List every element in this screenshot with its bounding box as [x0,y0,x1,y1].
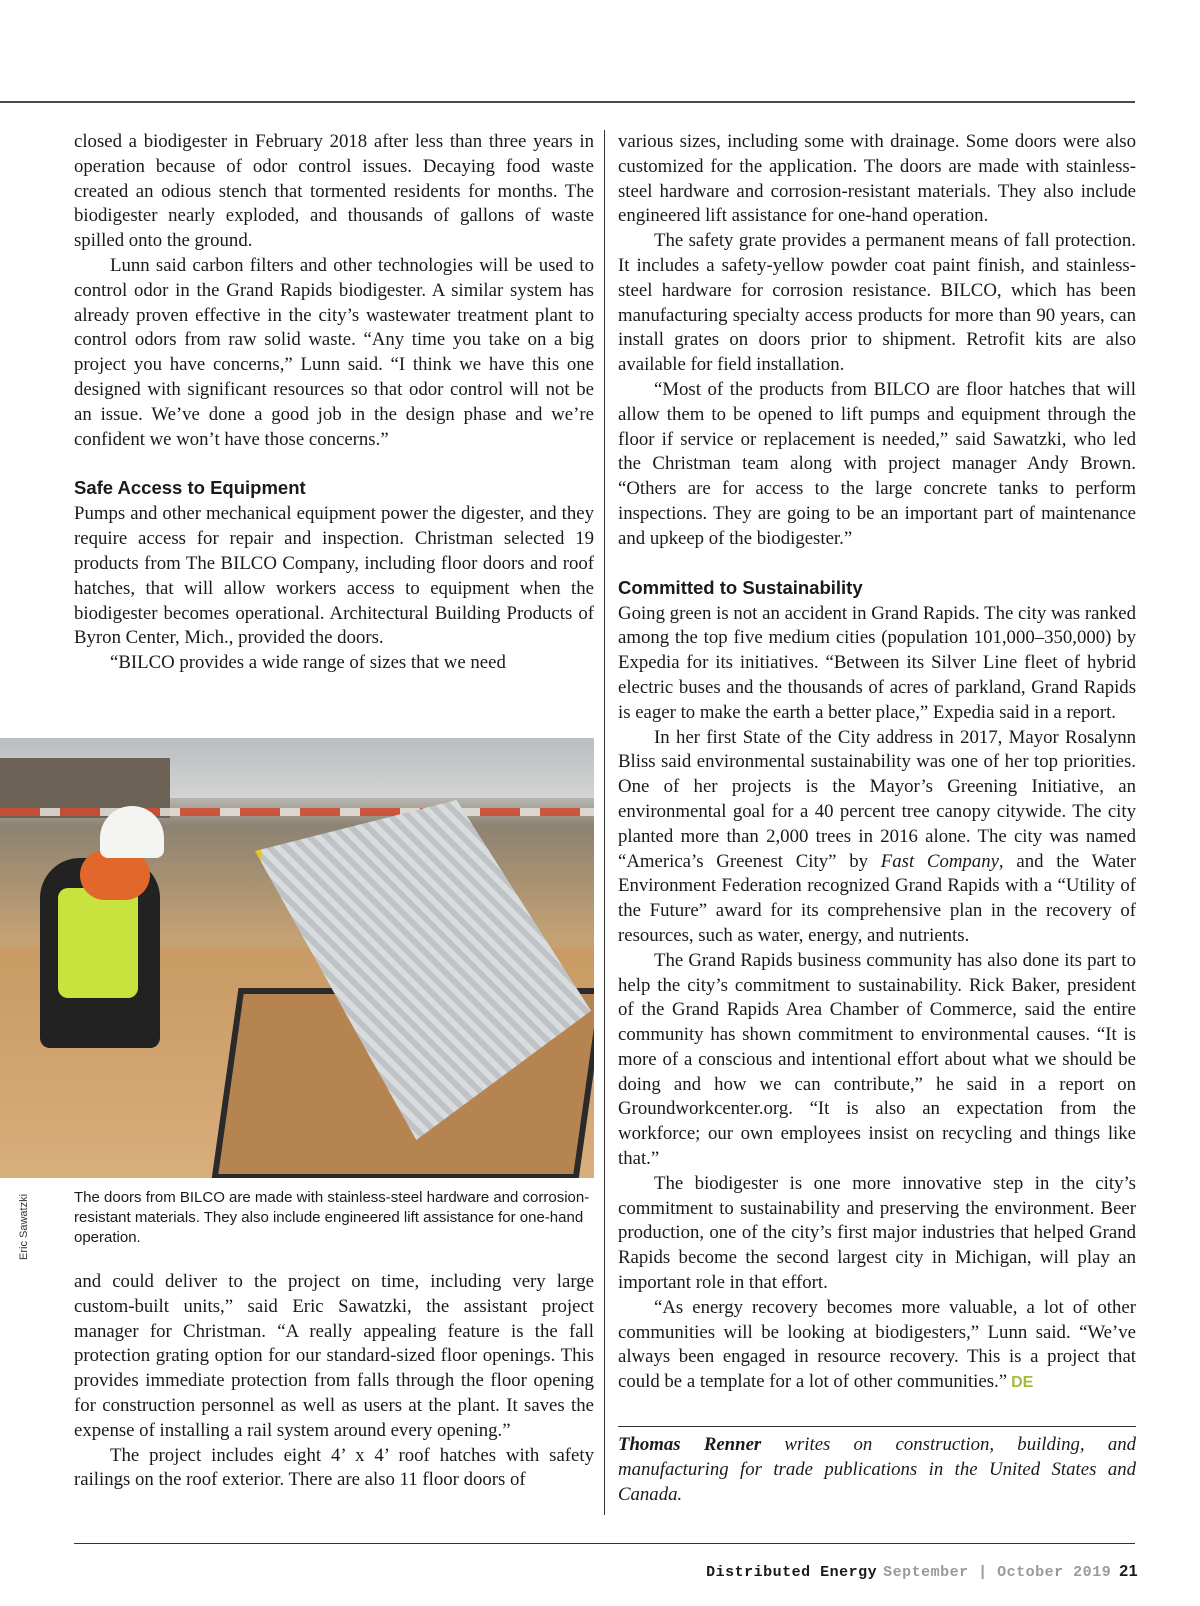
text-run: “As energy recovery becomes more valuable, a lot of other communities will be looking at biodigesters,” Lunn said. “We’ve always been engaged in resource recovery. This is a project that could be a template for a lot of other communities.” [618,1296,1136,1393]
body-paragraph: The Grand Rapids business community has also done its part to help the city’s commitment to sustainability. Rick Baker, president of the Grand Rapids Area Chamber of Commerce, said the entire community has shown commitment to environmental causes. “It is more of a conscious and intentional effort about what we should be doing and how we can contribute,” he said in a report on Groundworkcenter.org. “It is also an expectation from the workforce; our own employees insist on recycling and things like that.” [618,949,1136,1170]
publication-name: Fast Company [880,850,999,872]
author-bio-text: writes on construction, building, and manufacturing for trade publications in the United States and Canada. [618,1434,1136,1505]
author-bio [618,1433,1136,1507]
photo-safety-fence [0,808,594,816]
section-heading-sustainability: Committed to Sustainability [618,576,863,598]
author-name: Thomas Renner [618,1434,762,1456]
bottom-rule [74,1543,1135,1544]
magazine-name: Distributed Energy [706,1564,878,1581]
body-paragraph: Lunn said carbon filters and other technologies will be used to control odor in the Grand Rapids biodigester. A similar system has already proven effective in the city’s wastewater treatment plant to control odors from raw solid waste. “Any time you take on a big project you have concerns,” Lunn said. “I think we have this one designed with significant resources so that odor control will not be an issue. We’ve done a good job in the design phase and we’re confident we won’t have those concerns.” [74,254,594,450]
body-paragraph: The project includes eight 4’ x 4’ roof hatches with safety railings on the roof exterior. There are also 11 floor doors of [74,1444,594,1491]
body-paragraph: The biodigester is one more innovative step in the city’s commitment to sustainability and preserving the environment. Beer production, one of the city’s first major industries that helped Grand Rapids become the second largest city in Michigan, will play an important role in that effort. [618,1172,1136,1294]
body-paragraph: The safety grate provides a permanent means of fall protection. It includes a safety-yellow powder coat paint finish, and stainless-steel hardware for corrosion resistance. BILCO, which has been manufacturing specialty access products for more than 90 years, can install grates on doors prior to shipment. Retrofit kits are also available for field installation. [618,230,1136,376]
body-paragraph: Going green is not an accident in Grand Rapids. The city was ranked among the top five medium cities (population 101,000–350,000) by Expedia for its initiatives. “Between its Silver Line fleet of hybrid electric buses and the thousands of acres of parkland, Grand Rapids is eager to make the earth a better place,” Expedia said in a report. [618,602,1136,723]
body-paragraph: “Most of the products from BILCO are floor hatches that will allow them to be opened to lift pumps and equipment through the floor if service or replacement is needed,” said Sawatzki, who led the Christman team along with project manager Andy Brown. “Others are for access to the large concrete tanks to perform inspections. They are going to be an important part of maintenance and upkeep of the biodigester.” [618,378,1136,549]
body-paragraph: Pumps and other mechanical equipment power the digester, and they require access for repair and inspection. Christman selected 19 products from The BILCO Company, including floor doors and roof hatches, that will allow workers access to equipment when the biodigester becomes operational. Architectural Building Products of Byron Center, Mich., provided the doors. [74,503,594,649]
text-run: In her first State of the City address in 2017, Mayor Rosalynn Bliss said environmental sustainability was one of her top priorities. One of her projects is the Mayor’s Greening Initiative, an environmental goal for a 40 percent tree canopy citywide. The city planted more than 2,000 trees in 2016 alone. The city was named “America’s Greenest City” by [618,726,1136,872]
left-column-bottom [74,1270,594,1493]
right-column [618,130,1136,1507]
body-paragraph: “BILCO provides a wide range of sizes that we need [110,652,506,674]
end-mark: DE [1011,1374,1034,1392]
body-paragraph [618,1296,1136,1396]
photo-caption: The doors from BILCO are made with stainless-steel hardware and corrosion-resistant materials. They also include engineered lift assistance for one-hand operation. [74,1189,590,1246]
top-rule [0,101,1135,103]
page-number: 21 [1119,1563,1138,1580]
body-paragraph: various sizes, including some with drainage. Some doors were also customized for the application. The doors are made with stainless-steel hardware and corrosion-resistant materials. They also include engineered lift assistance for one-hand operation. [618,131,1136,227]
issue-date: September | October 2019 [883,1564,1112,1581]
text-run: , and the Water Environment Federation recognized Grand Rapids with a “Utility of the Future” award for its comprehensive plan in the recovery of resources, such as water, energy, and nutrients. [618,850,1136,946]
column-divider [604,130,605,1515]
body-paragraph: closed a biodigester in February 2018 after less than three years in operation because of odor control issues. Decaying food waste created an odious stench that tormented residents for months. The biodigester nearly exploded, and thousands of gallons of waste spilled onto the ground. [74,131,594,252]
left-column-top [74,130,594,676]
bio-rule [618,1426,1136,1427]
photo-safety-vest [58,888,138,998]
page-footer [706,1563,1138,1581]
bilco-floor-door-photo [0,738,594,1178]
photo-credit: Eric Sawatzki [18,1193,30,1260]
body-paragraph: and could deliver to the project on time, including very large custom-built units,” said Eric Sawatzki, the assistant project manager for Christman. “A really appealing feature is the fall protection grating option for our standard-sized floor openings. This provides immediate protection from falls through the floor opening for construction personnel as well as users at the plant. It saves the expense of installing a rail system around every opening.” [74,1271,594,1441]
body-paragraph [618,726,1136,949]
section-heading-safe-access: Safe Access to Equipment [74,477,306,499]
